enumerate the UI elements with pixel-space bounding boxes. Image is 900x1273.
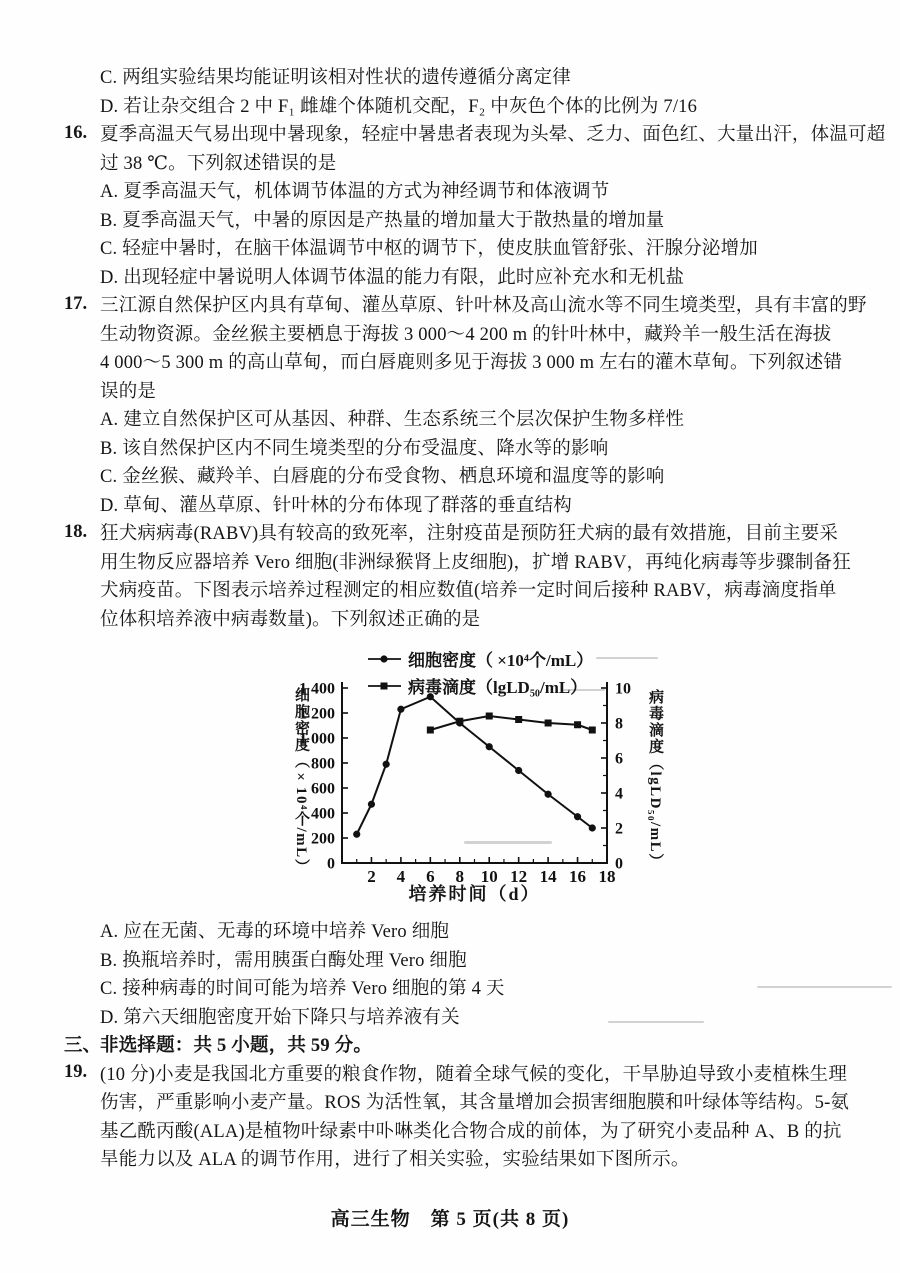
data-point: [486, 743, 493, 750]
data-point: [589, 824, 596, 831]
q19-stem-line-2: 伤害，严重影响小麦产量。ROS 为活性氧，其含量增加会损害细胞膜和叶绿体等结构。5-氨: [100, 1093, 850, 1114]
page-footer: 高三生物 第 5 页(共 8 页): [330, 1209, 570, 1230]
data-point: [574, 813, 581, 820]
svg-text:16: 16: [569, 867, 587, 886]
svg-text:4: 4: [615, 785, 623, 803]
legend-label-cell-density: 细胞密度（ ×10⁴个/mL）: [408, 651, 594, 670]
data-point: [589, 727, 596, 734]
legend-marker-cell-density-icon: [367, 653, 403, 665]
legend-marker-virus-titer-icon: [367, 680, 403, 692]
section-3-heading: 三、 非选择题：共 5 小题，共 59 分。: [64, 1030, 880, 1059]
q18-stem-line-2: 用生物反应器培养 Vero 细胞(非洲绿猴肾上皮细胞)，扩增 RABV，再纯化病毒等步骤制备狂: [100, 552, 851, 573]
q19-stem-line-1: 19. (10 分)小麦是我国北方重要的粮食作物，随着全球气候的变化，干旱胁迫导致小麦植株生理: [64, 1062, 848, 1085]
question-number: 16.: [64, 122, 88, 143]
q16-stem-line-2: 过 38 ℃。下列叙述错误的是: [100, 153, 337, 174]
question-number: 18.: [64, 521, 88, 542]
q18-option-b: B. 换瓶培养时，需用胰蛋白酶处理 Vero 细胞: [100, 950, 467, 971]
legend-item-virus-titer: [367, 672, 593, 699]
data-point: [515, 767, 522, 774]
svg-text:400: 400: [311, 805, 335, 823]
data-point: [383, 761, 390, 768]
svg-text:8: 8: [615, 715, 623, 733]
legend-item-cell-density: [367, 645, 593, 672]
svg-text:10: 10: [480, 867, 498, 886]
data-point: [486, 713, 493, 720]
svg-text:1 000: 1 000: [299, 730, 335, 748]
svg-text:1 200: 1 200: [299, 705, 335, 723]
chart-legend: [367, 645, 593, 699]
q18-stem-line-3: 犬病疫苗。下图表示培养过程测定的相应数值(培养一定时间后接种 RABV，病毒滴度指单: [100, 581, 837, 602]
svg-text:8: 8: [455, 867, 465, 886]
svg-text:0: 0: [615, 855, 623, 873]
q16-option-c: C. 轻症中暑时，在脑干体温调节中枢的调节下，使皮肤血管舒张、汗腺分泌增加: [100, 239, 758, 260]
q17-stem-line-4: 误的是: [100, 381, 157, 402]
q16-option-b: B. 夏季高温天气，中暑的原因是产热量的增加量大于散热量的增加量: [100, 210, 665, 231]
q18-growth-curve-chart: [283, 645, 688, 907]
y-axis-label-right: 病毒滴度（lgLD₅₀/mL）: [647, 689, 663, 870]
x-axis-label: 培养时间（d）: [408, 884, 541, 904]
q17-stem-line-1: 17. 三江源自然保护区内具有草甸、灌丛草原、针叶林及高山流水等不同生境类型，具有丰富的野: [64, 293, 867, 317]
q18-stem-line-1: 18. 狂犬病病毒(RABV)具有较高的致死率，注射疫苗是预防狂犬病的最有效措施，目前主要采: [64, 521, 839, 545]
q15-option-d: D. 若让杂交组合 2 中 F₁ 雌雄个体随机交配，F₂ 中灰色个体的比例为 7/16: [100, 96, 698, 117]
svg-text:6: 6: [615, 750, 623, 768]
svg-text:200: 200: [311, 830, 335, 848]
question-number: 19.: [64, 1062, 88, 1083]
data-point: [515, 716, 522, 723]
series-cell-density: [353, 693, 596, 838]
svg-text:600: 600: [311, 780, 335, 798]
q18-option-c: C. 接种病毒的时间可能为培养 Vero 细胞的第 4 天: [100, 979, 505, 1000]
q15-option-c: C. 两组实验结果均能证明该相对性状的遗传遵循分离定律: [100, 68, 571, 89]
svg-text:18: 18: [598, 867, 616, 886]
data-point: [545, 720, 552, 727]
scan-artifact: [757, 986, 892, 988]
question-number: 17.: [64, 293, 88, 314]
data-point: [456, 718, 463, 725]
scan-artifact: [608, 1021, 704, 1023]
q16-stem-line-1: 16. 夏季高温天气易出现中暑现象，轻症中暑患者表现为头晕、乏力、面色红、大量出汗，体温可超: [64, 122, 886, 146]
svg-text:12: 12: [510, 867, 528, 886]
svg-text:0: 0: [327, 855, 335, 873]
svg-text:10: 10: [615, 680, 631, 698]
question-text-block-upper: [64, 62, 886, 632]
scan-artifact: [464, 841, 552, 844]
y-axis-label-left: 细胞密度（×10⁴个/mL）: [293, 687, 309, 876]
svg-text:1 400: 1 400: [299, 680, 335, 698]
svg-text:2: 2: [367, 867, 376, 886]
q17-option-d: D. 草甸、灌丛草原、针叶林的分布体现了群落的垂直结构: [100, 495, 573, 516]
data-point: [397, 706, 404, 713]
q17-stem-line-2: 生动物资源。金丝猴主要栖息于海拔 3 000～4 200 m 的针叶林中，藏羚羊一般生活在海拔: [100, 324, 832, 345]
q17-option-b: B. 该自然保护区内不同生境类型的分布受温度、降水等的影响: [100, 438, 609, 459]
data-point: [353, 831, 360, 838]
svg-text:2: 2: [615, 820, 623, 838]
q17-option-c: C. 金丝猴、藏羚羊、白唇鹿的分布受食物、栖息环境和温度等的影响: [100, 467, 665, 488]
q18-option-a: A. 应在无菌、无毒的环境中培养 Vero 细胞: [100, 922, 450, 943]
svg-text:14: 14: [539, 867, 557, 886]
data-point: [545, 791, 552, 798]
svg-text:800: 800: [311, 755, 335, 773]
q17-option-a: A. 建立自然保护区可从基因、种群、生态系统三个层次保护生物多样性: [100, 410, 685, 431]
data-point: [574, 721, 581, 728]
q19-stem-line-3: 基乙酰丙酸(ALA)是植物叶绿素中卟啉类化合物合成的前体，为了研究小麦品种 A、B 的抗: [100, 1121, 842, 1142]
data-point: [368, 801, 375, 808]
q16-option-a: A. 夏季高温天气，机体调节体温的方式为神经调节和体液调节: [100, 182, 610, 203]
data-point: [427, 727, 434, 734]
legend-label-virus-titer: 病毒滴度（lgLD₅₀/mL）: [408, 678, 588, 697]
q16-option-d: D. 出现轻症中暑说明人体调节体温的能力有限，此时应补充水和无机盐: [100, 267, 685, 288]
question-text-block-lower: [64, 916, 880, 1173]
section-number: 三、: [64, 1036, 102, 1057]
q18-stem-line-4: 位体积培养液中病毒数量)。下列叙述正确的是: [100, 609, 481, 630]
q17-stem-line-3: 4 000～5 300 m 的高山草甸，而白唇鹿则多见于海拔 3 000 m 左右的灌木草甸。下列叙述错: [100, 353, 843, 374]
scan-artifact: [596, 657, 658, 659]
q18-option-d: D. 第六天细胞密度开始下降只与培养液有关: [100, 1007, 460, 1028]
q19-stem-line-4: 旱能力以及 ALA 的调节作用，进行了相关实验，实验结果如下图所示。: [100, 1150, 690, 1171]
axes: [342, 682, 607, 863]
svg-text:6: 6: [426, 867, 435, 886]
svg-text:4: 4: [396, 867, 406, 886]
